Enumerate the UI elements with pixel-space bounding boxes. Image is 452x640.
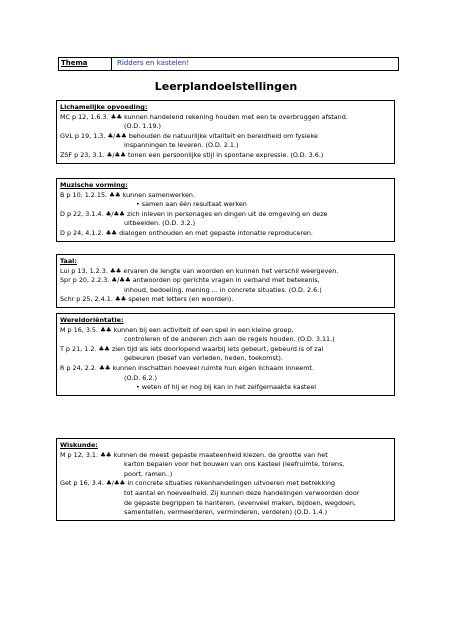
- goal-continuation: poort, ramen..): [124, 469, 173, 478]
- thema-box: [58, 57, 399, 71]
- goal-text: in concrete situaties rekenhandelingen uitvoeren met betrekking: [127, 479, 336, 488]
- goal-line: [60, 113, 391, 123]
- level-symbol: ♣/♣♣: [105, 479, 128, 488]
- goal-line: [60, 276, 391, 286]
- goal-continuation: controleren of de anderen zich aan de regels houden. (O.D. 3.11.): [124, 335, 335, 344]
- goal-reference: T p 21, 1.2.: [60, 344, 99, 353]
- goal-text: ervaren de lengte van woorden en kunnen het verschil weergeven.: [123, 266, 339, 275]
- goal-text: spelen met letters (en woorden).: [128, 295, 234, 304]
- goal-line: [60, 326, 391, 336]
- goal-continuation: (O.D. 1.19.): [124, 122, 162, 131]
- level-symbol: ♣♣: [109, 190, 123, 199]
- goal-reference: ZSF p 23, 3.1.: [60, 150, 107, 159]
- goal-text: zich inleven in personages en dingen uit de omgeving en deze: [126, 209, 328, 218]
- goal-line: [60, 210, 391, 220]
- section-wiskunde: [56, 438, 395, 521]
- level-symbol: ♣♣: [114, 295, 129, 304]
- goal-continuation: inspanningen te leveren. (O.D. 2.1.): [124, 141, 239, 150]
- goal-reference: M p 12, 3.1.: [60, 450, 101, 459]
- page-title: Leerplandoelstellingen: [154, 80, 298, 93]
- section-heading: Muzische vorming:: [60, 181, 128, 189]
- section-heading: Wereldoriëntatie:: [60, 316, 124, 324]
- section-heading: Wiskunde:: [60, 441, 98, 449]
- goal-text: behouden de natuurlijke vitaliteit en bereidheid om fysieke: [128, 131, 318, 140]
- goal-line: [60, 267, 391, 277]
- goal-continuation: (O.D. 6.2.): [124, 373, 157, 382]
- section-taal: [56, 254, 395, 308]
- goal-text: kunnen de meest gepaste maateenheid kiezen. de grootte van het: [113, 450, 328, 459]
- section-wereldorientatie: [56, 313, 395, 396]
- thema-value: Ridders en kastelen!: [117, 59, 190, 67]
- section-heading: Lichamelijke opvoeding:: [60, 103, 148, 111]
- goal-text: kunnen bij een activiteit of een spel in een kleine groep,: [113, 325, 294, 334]
- level-symbol: ♣♣: [110, 112, 125, 121]
- thema-label: Thema: [61, 59, 88, 67]
- goal-text: dialogen onthouden en met gepaste intonatie reproduceren.: [119, 228, 313, 237]
- level-symbol: ♣♣: [98, 363, 113, 372]
- goal-reference: D p 24, 4.1.2.: [60, 228, 106, 237]
- goal-continuation: gebeuren (besef van verleden, heden, toekomst).: [124, 354, 283, 363]
- level-symbol: ♣/♣♣: [105, 209, 127, 218]
- goal-reference: Schr p 25, 2.4.1.: [60, 295, 115, 304]
- goal-text: zien tijd als iets doorlopend waarbij iets gebeurt, gebeurd is of zal: [111, 344, 324, 353]
- goal-line: [60, 345, 391, 355]
- goal-reference: Get p 16, 3.4.: [60, 479, 106, 488]
- goal-continuation: samentellen, vermeerderen, verminderen, verdelen) (O.D. 1.4.): [124, 508, 328, 517]
- goal-continuation: uitbeelden. (O.D. 3.2.): [124, 219, 196, 228]
- level-symbol: ♣/♣♣: [111, 276, 133, 285]
- goal-bullet: • samen aan één resultaat werken: [136, 200, 247, 209]
- level-symbol: ♣♣: [105, 228, 120, 237]
- goal-text: tonen een persoonlijke stijl in spontane expressie. (O.D. 3.6.): [128, 150, 324, 159]
- goal-line: [60, 151, 391, 161]
- goal-reference: R p 24, 2.2.: [60, 363, 99, 372]
- level-symbol: ♣♣: [98, 344, 112, 353]
- section-heading: Taal:: [60, 257, 77, 265]
- goal-line: [60, 364, 391, 374]
- goal-line: [60, 191, 391, 201]
- goal-reference: MC p 12, 1.6.3.: [60, 112, 111, 121]
- goal-reference: M p 16, 3.5.: [60, 325, 101, 334]
- goal-reference: GVL p 19, 1.3.: [60, 131, 108, 140]
- goal-continuation: tot aantal en hoeveelheid. Zij kunnen deze handelingen verwoorden door: [124, 488, 360, 497]
- goal-line: [60, 132, 391, 142]
- section-lichamelijke-opvoeding: [56, 100, 395, 164]
- level-symbol: ♣/♣♣: [107, 131, 129, 140]
- goal-continuation: de gepaste begrippen te hanteren. (evenveel maken, bijdoen, wegdoen,: [124, 498, 356, 507]
- goal-text: kunnen handelend rekening houden met een te overbruggen afstand.: [124, 112, 348, 121]
- goal-line: [60, 451, 391, 461]
- thema-divider: [111, 58, 112, 70]
- goal-continuation: inhoud, bedoeling, mening ... in concrete situaties. (O.D. 2.6.): [124, 285, 322, 294]
- goal-text: antwoorden op gerichte vragen in verband met betekenis,: [132, 276, 320, 285]
- level-symbol: ♣/♣♣: [106, 150, 129, 159]
- section-muzische-vorming: [56, 178, 395, 242]
- goal-line: [60, 479, 391, 489]
- goal-text: kunnen samenwerken.: [122, 190, 195, 199]
- goal-reference: Lui p 13, 1.2.3.: [60, 266, 110, 275]
- goal-text: kunnen inschatten hoeveel ruimte hun eigen lichaam inneemt.: [112, 363, 314, 372]
- level-symbol: ♣♣: [109, 266, 124, 275]
- goal-bullet: • weten of hij er nog bij kan in het zelfgemaakte kasteel: [136, 383, 317, 392]
- goal-reference: Spr p 20, 2.2.3.: [60, 276, 112, 285]
- goal-continuation: karton bepalen voor het bouwen van ons kasteel (leefruimte, torens,: [124, 460, 345, 469]
- level-symbol: ♣♣: [100, 325, 114, 334]
- goal-reference: D p 22, 3.1.4.: [60, 209, 106, 218]
- goal-reference: B p 10, 1.2.15.: [60, 190, 110, 199]
- goal-line: [60, 295, 391, 305]
- goal-line: [60, 229, 391, 239]
- level-symbol: ♣♣: [100, 450, 114, 459]
